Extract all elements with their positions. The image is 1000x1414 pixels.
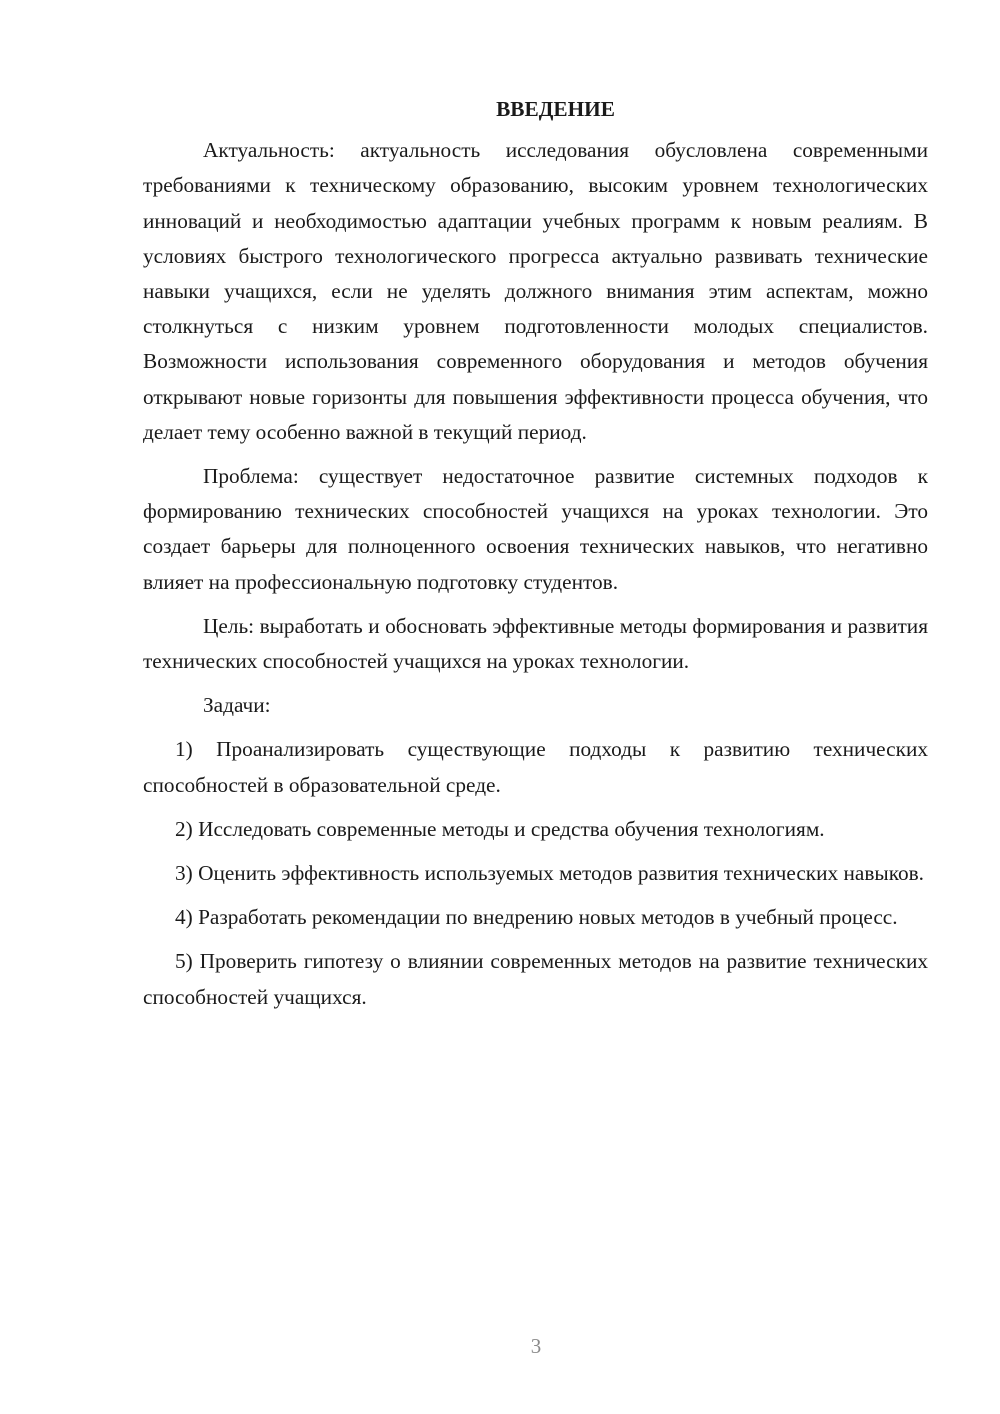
paragraph-goal: Цель: выработать и обосновать эффективные методы формирования и развития технических способностей учащихся на уроках технологии.	[143, 613, 928, 674]
task-item-5: 5) Проверить гипотезу о влиянии современных методов на развитие технических способностей учащихся.	[143, 949, 928, 1009]
task-item-2: 2) Исследовать современные методы и средства обучения технологиям.	[175, 816, 825, 841]
paragraph-relevance: Актуальность: актуальность исследования обусловлена современными требованиями к техническому образованию, высоким уровнем технологических инноваций и необходимостью адаптации учебных программ к новым реалиям. В условиях быстрого технологического прогресса актуально развивать технические навыки учащихся, если не уделять должного внимания этим аспектам, можно столкнуться с низким уровнем подготовленности молодых специалистов. Возможности использования современного оборудования и методов обучения открывают новые горизонты для повышения эффективности процесса обучения, что делает тему особенно важной в текущий период.	[143, 138, 928, 444]
task-item-4: 4) Разработать рекомендации по внедрению новых методов в учебный процесс.	[175, 905, 898, 930]
page-number: 3	[530, 1334, 542, 1358]
task-item-3: 3) Оценить эффективность используемых методов развития технических навыков.	[175, 861, 925, 886]
section-title: ВВЕДЕНИЕ	[496, 97, 615, 121]
paragraph-problem: Проблема: существует недостаточное развитие системных подходов к формированию технических способностей учащихся на уроках технологии. Это создает барьеры для полноценного освоения технических навыков, что негативно влияет на профессиональную подготовку студентов.	[143, 464, 928, 594]
tasks-heading: Задачи:	[203, 693, 271, 718]
task-item-1: 1) Проанализировать существующие подходы к развитию технических способностей в образовательной среде.	[143, 737, 928, 797]
document-page	[143, 92, 928, 1024]
